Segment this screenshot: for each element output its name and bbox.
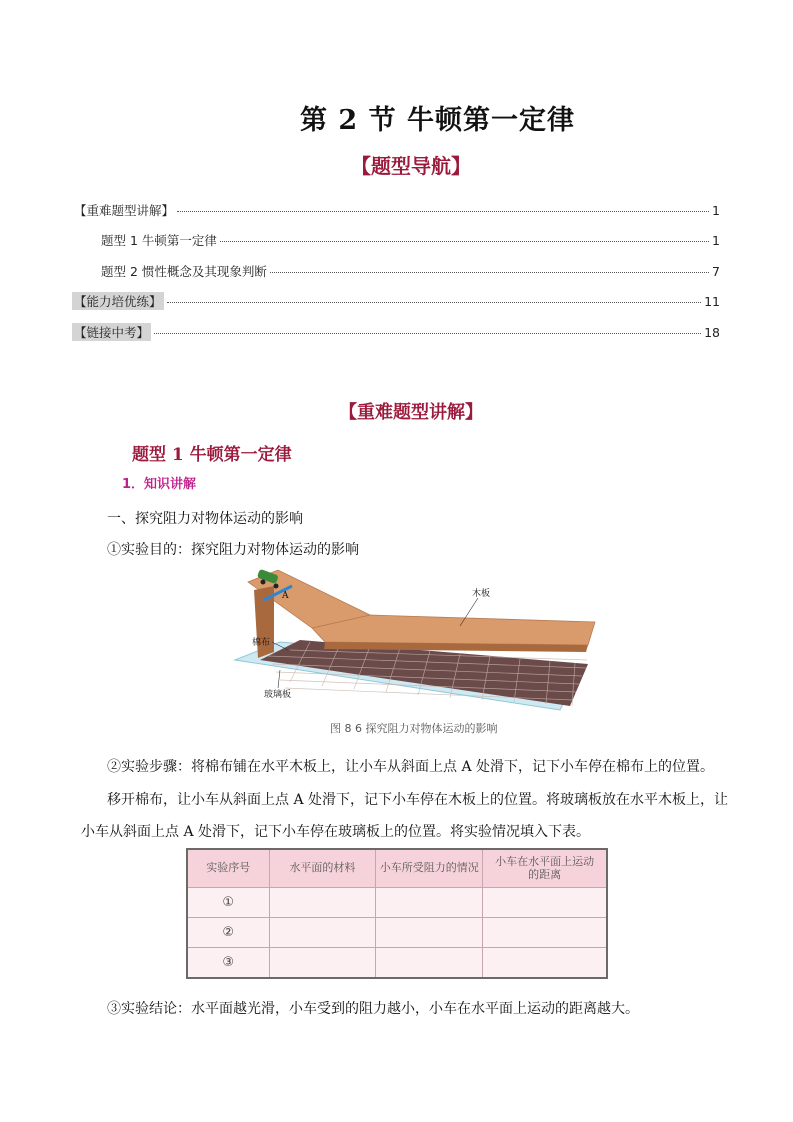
paragraph: ②实验步骤：将棉布铺在水平木板上，让小车从斜面上点 A 处滑下，记下小车停在棉布上的位置。 [107, 759, 715, 775]
toc-page: 18 [704, 325, 720, 340]
nav-title: 【题型导航】 [351, 154, 471, 178]
paragraph: 一、探究阻力对物体运动的影响 [107, 511, 303, 527]
toc-leader [167, 302, 702, 303]
toc-row[interactable] [72, 292, 720, 310]
table-cell[interactable] [483, 948, 607, 979]
table-row [187, 888, 607, 918]
page-title: 第 2 节 牛顿第一定律 [300, 105, 575, 136]
table-row [187, 918, 607, 948]
table-header-cell: 小车所受阻力的情况 [376, 849, 483, 888]
table-row [187, 948, 607, 979]
paragraph: 移开棉布，让小车从斜面上点 A 处滑下，记下小车停在木板上的位置。将玻璃板放在水平木板上，让 [107, 792, 729, 808]
table-cell-index: ② [187, 918, 269, 948]
table-header-cell: 实验序号 [187, 849, 269, 888]
table-header-cell: 小车在水平面上运动的距离 [483, 849, 607, 888]
board-label: 木板 [472, 589, 491, 599]
table-cell[interactable] [376, 918, 483, 948]
toc-row[interactable] [74, 201, 720, 219]
glass-label: 玻璃板 [264, 690, 292, 700]
table-header-cell: 水平面的材料 [269, 849, 376, 888]
toc-label: 【能力培优练】 [74, 294, 162, 309]
knowledge-heading: 1．知识讲解 [122, 477, 197, 492]
type-title: 题型 1 牛顿第一定律 [132, 445, 292, 465]
paragraph: ①实验目的：探究阻力对物体运动的影响 [107, 542, 359, 558]
figure-caption: 图 8 6 探究阻力对物体运动的影响 [330, 722, 498, 735]
experiment-figure [230, 560, 610, 720]
toc-page: 1 [712, 233, 720, 248]
toc-label: 题型 1 牛顿第一定律 [101, 233, 217, 248]
table-cell[interactable] [376, 888, 483, 918]
cloth-label: 棉布 [252, 638, 271, 648]
table-cell[interactable] [269, 918, 376, 948]
paragraph: 小车从斜面上点 A 处滑下，记下小车停在玻璃板上的位置。将实验情况填入下表。 [81, 824, 591, 840]
experiment-table [186, 848, 608, 979]
toc-row[interactable] [101, 262, 720, 280]
toc-row[interactable] [101, 231, 720, 249]
section-title: 【重难题型讲解】 [339, 402, 483, 423]
toc-label: 【链接中考】 [74, 325, 150, 340]
table-cell[interactable] [483, 888, 607, 918]
toc-leader [220, 241, 709, 242]
toc-leader [177, 211, 709, 212]
paragraph: ③实验结论：水平面越光滑，小车受到的阻力越小，小车在水平面上运动的距离越大。 [107, 1001, 639, 1017]
toc-leader [154, 333, 701, 334]
table-header-row [187, 849, 607, 888]
toc-label: 【重难题型讲解】 [74, 203, 175, 218]
wooden-board [312, 615, 595, 645]
toc-page: 11 [704, 294, 720, 309]
toc-row[interactable] [72, 323, 720, 341]
toc-label: 题型 2 惯性概念及其现象判断 [101, 264, 267, 279]
table-cell[interactable] [376, 948, 483, 979]
table-cell[interactable] [483, 918, 607, 948]
point-a-label: A [282, 591, 289, 601]
table-cell[interactable] [269, 888, 376, 918]
toc-page: 7 [712, 264, 720, 279]
table-cell[interactable] [269, 948, 376, 979]
table-cell-index: ③ [187, 948, 269, 979]
toc-page: 1 [712, 203, 720, 218]
toc-leader [270, 272, 709, 273]
table-cell-index: ① [187, 888, 269, 918]
